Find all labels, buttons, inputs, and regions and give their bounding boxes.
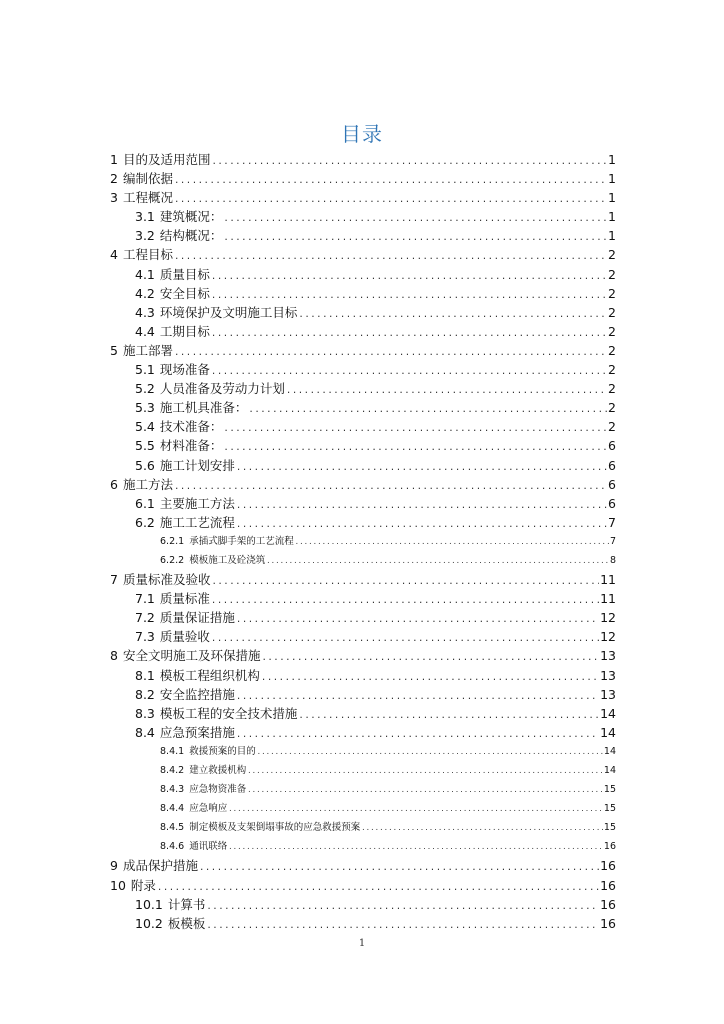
toc-entry-title: 模板施工及砼浇筑 <box>189 554 266 566</box>
toc-entry-page: 2 <box>608 266 616 282</box>
toc-entry-title: 结构概况： <box>159 228 223 244</box>
toc-entry-title: 施工计划安排 <box>159 457 235 473</box>
toc-entry-title: 计算书 <box>167 896 206 912</box>
toc-entry-page: 13 <box>600 667 616 683</box>
toc-entry-title: 施工部署 <box>122 342 173 358</box>
toc-entry[interactable] <box>110 379 616 398</box>
toc-entry-page: 1 <box>608 209 616 225</box>
dot-leader <box>199 859 599 878</box>
toc-entry-page: 2 <box>608 381 616 397</box>
dot-leader <box>206 917 599 936</box>
toc-entry-number: 5.1 <box>135 362 155 378</box>
dot-leader <box>211 592 599 611</box>
toc-entry-title: 人员准备及劳动力计划 <box>159 381 285 397</box>
toc-entry[interactable] <box>110 265 616 284</box>
dot-leader <box>211 630 599 649</box>
toc-entry-title: 目的及适用范围 <box>122 152 211 167</box>
dot-leader <box>211 268 607 287</box>
toc-entry-number: 7.1 <box>135 591 155 607</box>
toc-entry-number: 6.2 <box>135 514 155 530</box>
toc-entry-number: 8.4.4 <box>160 803 185 815</box>
toc-entry[interactable] <box>110 245 616 264</box>
toc-entry-number: 2 <box>110 171 118 187</box>
toc-entry[interactable] <box>110 150 616 169</box>
toc-entry[interactable] <box>110 780 616 799</box>
dot-leader <box>248 401 607 420</box>
dot-leader <box>261 669 599 688</box>
toc-entry-title: 质量标准 <box>159 591 210 607</box>
toc-entry-number: 6.2.1 <box>160 535 185 547</box>
toc-entry-number: 4.2 <box>135 285 155 301</box>
toc-entry-title: 材料准备： <box>159 438 223 454</box>
toc-entry[interactable] <box>110 207 616 226</box>
toc-entry-number: 6.1 <box>135 495 155 511</box>
dot-leader <box>247 781 603 800</box>
toc-entry-title: 安全监控措施 <box>159 686 235 702</box>
toc-entry[interactable] <box>110 704 616 723</box>
toc-entry[interactable] <box>110 284 616 303</box>
toc-entry-page: 11 <box>600 591 616 607</box>
toc-entry-title: 质量目标 <box>159 266 210 282</box>
toc-entry[interactable] <box>110 341 616 360</box>
toc-entry-number: 4 <box>110 247 118 263</box>
toc-entry[interactable] <box>110 475 616 494</box>
toc-entry-title: 板模板 <box>167 915 206 931</box>
toc-entry[interactable] <box>110 570 616 589</box>
toc-entry[interactable] <box>110 532 616 551</box>
dot-leader <box>261 649 599 668</box>
toc-entry-number: 9 <box>110 858 118 874</box>
dot-leader <box>236 497 607 516</box>
toc-entry[interactable] <box>110 876 616 895</box>
toc-entry-number: 8.3 <box>135 705 155 721</box>
toc-entry-number: 8 <box>110 648 118 664</box>
toc-entry[interactable] <box>110 398 616 417</box>
toc-entry-page: 16 <box>600 915 616 931</box>
toc-entry-page: 7 <box>608 514 616 530</box>
toc-entry-title: 现场准备 <box>159 362 210 378</box>
toc-entry-page: 2 <box>608 323 616 339</box>
toc-entry-number: 5.6 <box>135 457 155 473</box>
dot-leader <box>211 573 599 592</box>
toc-entry-title: 模板工程的安全技术措施 <box>159 705 298 721</box>
toc-entry-number: 8.4.3 <box>160 784 185 796</box>
toc-entry-number: 3 <box>110 190 118 206</box>
dot-leader <box>236 459 607 478</box>
toc-entry[interactable] <box>110 742 616 761</box>
toc-entry-page: 14 <box>603 745 616 757</box>
toc-entry-number: 4.1 <box>135 266 155 282</box>
dot-leader <box>361 819 603 838</box>
dot-leader <box>298 306 607 325</box>
toc-entry-page: 16 <box>600 877 616 893</box>
toc-entry-page: 14 <box>600 705 616 721</box>
toc-entry[interactable] <box>110 723 616 742</box>
toc-entry-title: 环境保护及文明施工目标 <box>159 304 298 320</box>
toc-entry[interactable] <box>110 646 616 665</box>
toc-entry[interactable] <box>110 436 616 455</box>
toc-entry[interactable] <box>110 226 616 245</box>
toc-entry[interactable] <box>110 837 616 856</box>
toc-entry-title: 安全文明施工及环保措施 <box>122 648 261 664</box>
toc-entry-title: 通讯联络 <box>189 841 228 853</box>
toc-entry-page: 1 <box>608 171 616 187</box>
toc-entry[interactable] <box>110 895 616 914</box>
toc-entry-page: 2 <box>608 362 616 378</box>
toc-entry-number: 8.4.6 <box>160 841 185 853</box>
toc-entry-number: 8.4 <box>135 724 155 740</box>
dot-leader <box>174 172 607 191</box>
page-number: 1 <box>358 938 366 949</box>
dot-leader <box>257 743 603 762</box>
toc-entry-title: 主要施工方法 <box>159 495 235 511</box>
dot-leader <box>174 248 607 267</box>
dot-leader <box>206 898 599 917</box>
toc-entry[interactable] <box>110 456 616 475</box>
toc-entry-number: 7.2 <box>135 610 155 626</box>
toc-entry-number: 8.1 <box>135 667 155 683</box>
dot-leader <box>286 382 607 401</box>
toc-entry-number: 5.3 <box>135 400 155 416</box>
toc-entry[interactable] <box>110 303 616 322</box>
toc-entry-page: 11 <box>600 572 616 588</box>
toc-entry-title: 施工机具准备： <box>159 400 248 416</box>
dot-leader <box>228 800 603 819</box>
toc-entry-title: 工程概况 <box>122 190 173 206</box>
toc-entry-title: 技术准备： <box>159 419 223 435</box>
toc-entry-page: 16 <box>600 858 616 874</box>
toc-entry-page: 2 <box>608 400 616 416</box>
toc-entry[interactable] <box>110 818 616 837</box>
toc-entry-page: 8 <box>609 554 616 566</box>
toc-entry-page: 1 <box>608 190 616 206</box>
toc-entry-number: 4.4 <box>135 323 155 339</box>
toc-entry-title: 工期目标 <box>159 323 210 339</box>
toc-entry-title: 建立救援机构 <box>189 765 247 776</box>
dot-leader <box>174 478 607 497</box>
toc-entry-page: 1 <box>608 152 616 167</box>
toc-entry[interactable] <box>110 322 616 341</box>
dot-leader <box>211 153 607 172</box>
dot-leader <box>223 229 607 248</box>
toc-entry[interactable] <box>110 761 616 780</box>
toc-entry-page: 7 <box>609 535 616 547</box>
toc-entry[interactable] <box>110 799 616 818</box>
toc-entry-page: 2 <box>608 342 616 358</box>
toc-entry-page: 2 <box>608 285 616 301</box>
toc-entry-number: 5.2 <box>135 381 155 397</box>
dot-leader <box>211 325 607 344</box>
toc-entry-page: 13 <box>600 686 616 702</box>
dot-leader <box>247 762 603 781</box>
dot-leader <box>266 552 609 571</box>
dot-leader <box>298 707 599 726</box>
toc-entry-number: 10.2 <box>135 915 163 931</box>
toc-entry[interactable] <box>110 685 616 704</box>
toc-title: 目录 <box>341 122 383 146</box>
toc-entry-title: 附录 <box>130 877 156 893</box>
dot-leader <box>223 210 607 229</box>
toc-entry-title: 施工方法 <box>122 476 173 492</box>
toc-entry-number: 3.1 <box>135 209 155 225</box>
toc-entry[interactable] <box>110 856 616 875</box>
toc-entry-number: 8.2 <box>135 686 155 702</box>
toc-entry-title: 成品保护措施 <box>122 858 198 874</box>
toc-entry-title: 质量保证措施 <box>159 610 235 626</box>
toc-entry-number: 4.3 <box>135 304 155 320</box>
toc-entry-title: 质量标准及验收 <box>122 572 211 588</box>
toc-entry-title: 应急预案措施 <box>159 724 235 740</box>
toc-entry[interactable] <box>110 360 616 379</box>
toc-entry-number: 3.2 <box>135 228 155 244</box>
toc-entry-page: 15 <box>603 803 616 815</box>
toc-entry-page: 12 <box>600 610 616 626</box>
toc-entry-number: 7 <box>110 572 118 588</box>
toc-entry-number: 8.4.5 <box>160 822 185 834</box>
toc-entry[interactable] <box>110 551 616 570</box>
dot-leader <box>223 420 607 439</box>
dot-leader <box>236 611 599 630</box>
toc-entry-page: 16 <box>600 896 616 912</box>
toc-entry[interactable] <box>110 666 616 685</box>
dot-leader <box>157 879 599 898</box>
dot-leader <box>223 439 607 458</box>
toc-entry-title: 安全目标 <box>159 285 210 301</box>
toc-entry[interactable] <box>110 914 616 933</box>
dot-leader <box>174 344 607 363</box>
toc-entry-page: 6 <box>608 476 616 492</box>
toc-entry-page: 2 <box>608 419 616 435</box>
toc-entry-page: 6 <box>608 438 616 454</box>
toc-entry[interactable] <box>110 188 616 207</box>
toc-entry-title: 建筑概况： <box>159 209 223 225</box>
toc-entry-page: 12 <box>600 629 616 645</box>
toc-entry-number: 5 <box>110 342 118 358</box>
toc-entry-number: 10.1 <box>135 896 163 912</box>
toc-entry-page: 6 <box>608 495 616 511</box>
toc-entry-title: 应急响应 <box>189 803 228 815</box>
toc-entry[interactable] <box>110 513 616 532</box>
toc-entry-page: 16 <box>603 841 616 853</box>
toc-entry-page: 6 <box>608 457 616 473</box>
toc-entry[interactable] <box>110 494 616 513</box>
toc-entry-title: 工程目标 <box>122 247 173 263</box>
dot-leader <box>228 838 603 857</box>
toc-entry-page: 2 <box>608 247 616 263</box>
toc-entry-number: 7.3 <box>135 629 155 645</box>
toc-entry-page: 13 <box>600 648 616 664</box>
toc-entry[interactable] <box>110 589 616 608</box>
toc-entry-title: 承插式脚手架的工艺流程 <box>189 535 294 547</box>
toc-entry-page: 15 <box>603 822 616 834</box>
toc-entry-title: 模板工程组织机构 <box>159 667 260 683</box>
toc-entry-number: 6 <box>110 476 118 492</box>
dot-leader <box>174 191 607 210</box>
toc-entry-number: 8.4.1 <box>160 745 185 757</box>
toc-entry-title: 施工工艺流程 <box>159 514 235 530</box>
toc-entry[interactable] <box>110 169 616 188</box>
toc-entry-page: 1 <box>608 228 616 244</box>
toc-entry-number: 8.4.2 <box>160 765 185 776</box>
toc-entry[interactable] <box>110 608 616 627</box>
toc-entry-title: 制定模板及支架倒塌事故的应急救援预案 <box>189 822 361 834</box>
toc-entry-page: 2 <box>608 304 616 320</box>
toc-entry-number: 5.5 <box>135 438 155 454</box>
toc-entry-title: 救援预案的目的 <box>189 745 256 757</box>
table-of-contents <box>110 150 616 933</box>
toc-entry[interactable] <box>110 627 616 646</box>
toc-entry-page: 15 <box>603 784 616 796</box>
toc-entry-title: 编制依据 <box>122 171 173 187</box>
toc-entry-page: 14 <box>603 765 616 776</box>
toc-entry-number: 1 <box>110 152 118 167</box>
dot-leader <box>295 533 609 552</box>
toc-entry-number: 10 <box>110 877 126 893</box>
toc-entry-page: 14 <box>600 724 616 740</box>
toc-entry-number: 5.4 <box>135 419 155 435</box>
toc-entry-title: 应急物资准备 <box>189 784 247 796</box>
toc-entry-number: 6.2.2 <box>160 554 185 566</box>
toc-entry-title: 质量验收 <box>159 629 210 645</box>
toc-entry[interactable] <box>110 417 616 436</box>
